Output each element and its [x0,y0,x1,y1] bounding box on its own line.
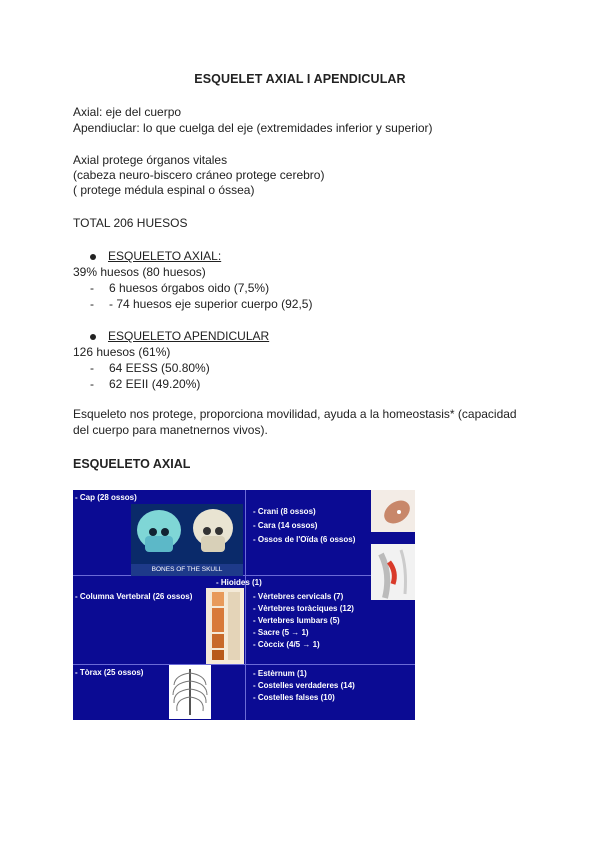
section-heading: ESQUELETO AXIAL [73,457,191,471]
apendicular-summary: 126 huesos (61%) [73,345,171,359]
axial-item: - 6 huesos órgabos oido (7,5%) [90,281,270,295]
skull-caption: BONES OF THE SKULL [131,564,243,576]
axial-definition: Axial: eje del cuerpo [73,105,182,119]
torax-item: - Estèrnum (1) [253,669,307,678]
divider [245,490,246,720]
cap-item: - Crani (8 ossos) [253,507,316,516]
protect-line-1: Axial protege órganos vitales [73,153,228,167]
apendicular-item: - 64 EESS (50.80%) [90,361,210,375]
ear-photo [371,490,415,532]
apendicular-definition: Apendiuclar: lo que cuelga del eje (extremidades inferior y superior) [73,121,433,135]
torax-item: - Costelles falses (10) [253,693,335,702]
hioides-label: - Hioides (1) [216,578,262,587]
cap-item: - Cara (14 ossos) [253,521,318,530]
columna-item: - Vertebres lumbars (5) [253,616,340,625]
axial-bullet [90,249,221,263]
divider [73,575,415,576]
ribcage-image [169,665,211,719]
columna-item: - Vèrtebres cervicals (7) [253,592,344,601]
axial-skeleton-figure [73,490,415,720]
bullet-icon [90,334,96,340]
protect-line-3: ( protege médula espinal o óssea) [73,183,255,197]
cap-item: - Ossos de l'Oïda (6 ossos) [253,535,356,544]
total-bones: TOTAL 206 HUESOS [73,216,188,230]
neck-photo [371,544,415,600]
axial-summary: 39% huesos (80 huesos) [73,265,206,279]
axial-heading: ESQUELETO AXIAL: [108,249,222,263]
closing-paragraph: Esqueleto nos protege, proporciona movilidad, ayuda a la homeostasis* (capacidad del cuerpo para manetnernos vivos). [73,407,517,437]
cap-label: - Cap (28 ossos) [75,493,137,502]
divider [73,664,415,665]
skull-image [131,504,243,576]
torax-label: - Tòrax (25 ossos) [75,668,144,677]
page-title: ESQUELET AXIAL I APENDICULAR [194,72,406,86]
columna-label: - Columna Vertebral (26 ossos) [75,592,193,601]
columna-item: - Còccix (4/5 → 1) [253,640,320,649]
spine-image [206,588,244,664]
protect-line-2: (cabeza neuro-biscero cráneo protege cerebro) [73,168,325,182]
apendicular-item: - 62 EEII (49.20%) [90,377,201,391]
apendicular-heading: ESQUELETO APENDICULAR [108,329,270,343]
torax-item: - Costelles verdaderes (14) [253,681,355,690]
columna-item: - Vèrtebres toràciques (12) [253,604,354,613]
columna-item: - Sacre (5 → 1) [253,628,309,637]
bullet-icon [90,254,96,260]
apendicular-bullet [90,329,269,343]
axial-item: - - 74 huesos eje superior cuerpo (92,5) [90,297,313,311]
